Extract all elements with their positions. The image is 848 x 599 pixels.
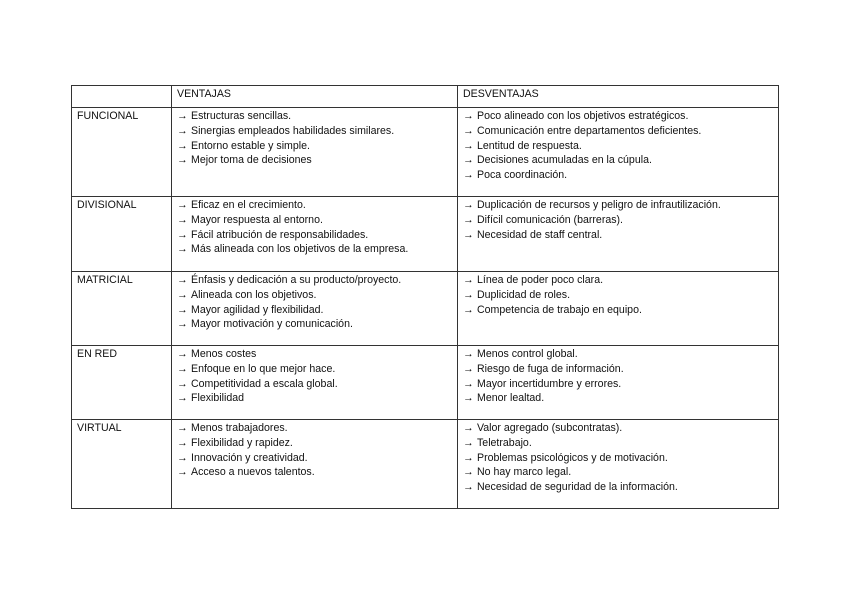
arrow-right-icon: → <box>463 348 474 360</box>
list-item-text: Mayor incertidumbre y errores. <box>477 377 622 390</box>
ventajas-cell <box>172 420 458 509</box>
row-label: DIVISIONAL <box>72 197 172 272</box>
list-item-text: Mayor respuesta al entorno. <box>191 213 323 226</box>
list-item <box>463 421 773 436</box>
list-item-text: Problemas psicológicos y de motivación. <box>477 451 668 464</box>
row-label: VIRTUAL <box>72 420 172 509</box>
list-item <box>177 228 452 243</box>
row-label: MATRICIAL <box>72 272 172 346</box>
table-row-en-red <box>72 346 779 420</box>
arrow-right-icon: → <box>177 154 188 167</box>
list-item <box>463 153 773 168</box>
list-item-text: Competitividad a escala global. <box>191 377 338 390</box>
list-item-text: Poco alineado con los objetivos estratégicos. <box>477 110 689 122</box>
arrow-right-icon: → <box>463 154 474 167</box>
list-item-text: Acceso a nuevos talentos. <box>191 466 315 479</box>
list-item-text: Línea de poder poco clara. <box>477 274 604 286</box>
list-item <box>177 109 452 124</box>
list-item <box>463 228 773 243</box>
list-item <box>177 465 452 480</box>
list-item <box>463 124 773 139</box>
list-item-text: Mayor motivación y comunicación. <box>191 318 353 331</box>
list-item <box>177 273 452 288</box>
list-item <box>463 273 773 288</box>
list-item <box>177 153 452 168</box>
list-item-text: Riesgo de fuga de información. <box>477 362 624 375</box>
list-item-text: Necesidad de staff central. <box>477 228 603 241</box>
list-item-text: Poca coordinación. <box>477 169 568 182</box>
arrow-right-icon: → <box>177 199 188 211</box>
arrow-right-icon: → <box>177 362 188 375</box>
list-item <box>463 377 773 392</box>
arrow-right-icon: → <box>177 139 188 152</box>
arrow-right-icon: → <box>463 451 474 464</box>
list-item-text: Valor agregado (subcontratas). <box>477 422 623 434</box>
list-item-text: Alineada con los objetivos. <box>191 288 317 301</box>
list-item <box>177 303 452 318</box>
arrow-right-icon: → <box>177 110 188 122</box>
organizational-structures-table <box>71 85 779 509</box>
arrow-right-icon: → <box>463 213 474 226</box>
list-item-text: Mayor agilidad y flexibilidad. <box>191 303 324 316</box>
desventajas-cell <box>458 108 779 197</box>
list-item <box>463 347 773 362</box>
arrow-right-icon: → <box>463 436 474 449</box>
list-item-text: Competencia de trabajo en equipo. <box>477 303 642 316</box>
list-item <box>177 198 452 213</box>
arrow-right-icon: → <box>177 274 188 286</box>
list-item <box>463 198 773 213</box>
arrow-right-icon: → <box>463 422 474 434</box>
header-cell-desventajas: DESVENTAJAS <box>458 86 779 108</box>
list-item-text: Necesidad de seguridad de la información. <box>477 481 678 494</box>
list-item <box>177 421 452 436</box>
arrow-right-icon: → <box>463 481 474 494</box>
arrow-right-icon: → <box>463 303 474 316</box>
table-row-matricial <box>72 272 779 346</box>
list-item-text: No hay marco legal. <box>477 466 572 479</box>
header-row <box>72 86 779 108</box>
arrow-right-icon: → <box>177 348 188 360</box>
list-item <box>463 168 773 183</box>
list-item <box>463 109 773 124</box>
arrow-right-icon: → <box>463 377 474 390</box>
list-item <box>177 391 452 406</box>
list-item <box>177 124 452 139</box>
arrow-right-icon: → <box>177 451 188 464</box>
arrow-right-icon: → <box>177 436 188 449</box>
arrow-right-icon: → <box>463 228 474 241</box>
arrow-right-icon: → <box>463 169 474 182</box>
list-item-text: Duplicación de recursos y peligro de infrautilización. <box>477 199 721 211</box>
arrow-right-icon: → <box>177 228 188 241</box>
list-item-text: Fácil atribución de responsabilidades. <box>191 228 369 241</box>
list-item <box>463 362 773 377</box>
arrow-right-icon: → <box>177 318 188 331</box>
arrow-right-icon: → <box>463 466 474 479</box>
list-item <box>463 303 773 318</box>
list-item-text: Innovación y creatividad. <box>191 451 308 464</box>
list-item <box>177 362 452 377</box>
header-cell-ventajas: VENTAJAS <box>172 86 458 108</box>
arrow-right-icon: → <box>177 303 188 316</box>
list-item-text: Duplicidad de roles. <box>477 288 571 301</box>
list-item <box>177 288 452 303</box>
list-item-text: Flexibilidad y rapidez. <box>191 436 293 449</box>
list-item <box>463 288 773 303</box>
list-item <box>177 347 452 362</box>
list-item <box>177 213 452 228</box>
arrow-right-icon: → <box>177 243 188 256</box>
list-item-text: Sinergias empleados habilidades similares. <box>191 124 395 137</box>
list-item-text: Más alineada con los objetivos de la empresa. <box>191 243 409 256</box>
ventajas-cell <box>172 108 458 197</box>
arrow-right-icon: → <box>177 466 188 479</box>
ventajas-cell <box>172 197 458 272</box>
arrow-right-icon: → <box>177 288 188 301</box>
list-item <box>177 317 452 332</box>
list-item-text: Estructuras sencillas. <box>191 110 292 122</box>
row-label: FUNCIONAL <box>72 108 172 197</box>
table-row-divisional <box>72 197 779 272</box>
ventajas-cell <box>172 272 458 346</box>
arrow-right-icon: → <box>463 392 474 405</box>
list-item-text: Mejor toma de decisiones <box>191 154 312 167</box>
row-label: EN RED <box>72 346 172 420</box>
list-item <box>463 480 773 495</box>
list-item <box>463 451 773 466</box>
list-item <box>463 213 773 228</box>
list-item <box>463 436 773 451</box>
list-item-text: Lentitud de respuesta. <box>477 139 582 152</box>
header-cell-empty <box>72 86 172 108</box>
list-item <box>177 242 452 257</box>
desventajas-cell <box>458 346 779 420</box>
desventajas-cell <box>458 197 779 272</box>
table-row-funcional <box>72 108 779 197</box>
list-item-text: Menos trabajadores. <box>191 422 288 434</box>
arrow-right-icon: → <box>177 392 188 405</box>
table-row-virtual <box>72 420 779 509</box>
arrow-right-icon: → <box>463 124 474 137</box>
arrow-right-icon: → <box>177 377 188 390</box>
arrow-right-icon: → <box>463 199 474 211</box>
list-item-text: Decisiones acumuladas en la cúpula. <box>477 154 652 167</box>
list-item <box>463 465 773 480</box>
list-item-text: Comunicación entre departamentos deficientes. <box>477 124 702 137</box>
arrow-right-icon: → <box>463 139 474 152</box>
list-item <box>177 139 452 154</box>
arrow-right-icon: → <box>177 422 188 434</box>
list-item-text: Entorno estable y simple. <box>191 139 310 152</box>
arrow-right-icon: → <box>177 124 188 137</box>
arrow-right-icon: → <box>463 110 474 122</box>
list-item-text: Teletrabajo. <box>477 436 532 449</box>
list-item-text: Énfasis y dedicación a su producto/proyecto. <box>191 274 402 286</box>
list-item <box>463 139 773 154</box>
list-item-text: Difícil comunicación (barreras). <box>477 213 624 226</box>
arrow-right-icon: → <box>463 362 474 375</box>
list-item <box>177 451 452 466</box>
list-item-text: Menor lealtad. <box>477 392 545 405</box>
list-item <box>463 391 773 406</box>
desventajas-cell <box>458 272 779 346</box>
ventajas-cell <box>172 346 458 420</box>
list-item <box>177 377 452 392</box>
list-item-text: Menos control global. <box>477 348 578 360</box>
list-item-text: Eficaz en el crecimiento. <box>191 199 306 211</box>
desventajas-cell <box>458 420 779 509</box>
arrow-right-icon: → <box>463 288 474 301</box>
list-item-text: Enfoque en lo que mejor hace. <box>191 362 336 375</box>
arrow-right-icon: → <box>463 274 474 286</box>
list-item-text: Flexibilidad <box>191 392 244 405</box>
arrow-right-icon: → <box>177 213 188 226</box>
list-item-text: Menos costes <box>191 348 257 360</box>
list-item <box>177 436 452 451</box>
